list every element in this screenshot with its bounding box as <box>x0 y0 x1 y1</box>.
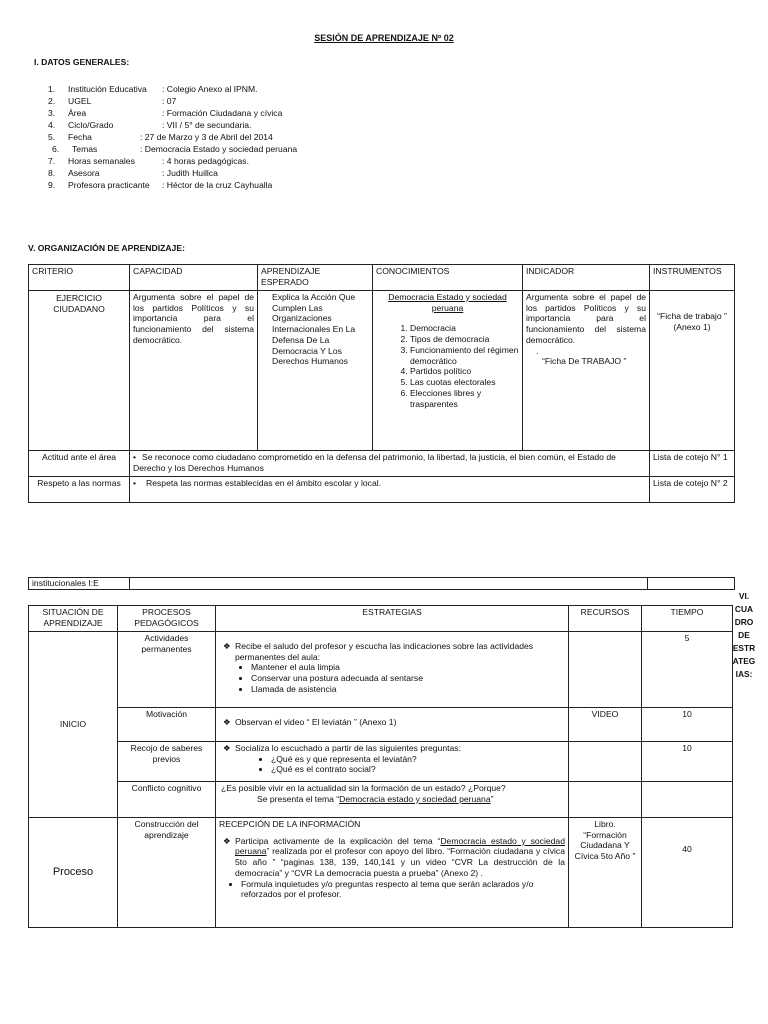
header-instrumentos: INSTRUMENTOS <box>650 265 735 291</box>
tiempo-recojo: 10 <box>642 742 733 782</box>
indicador-ficha: “Ficha De TRABAJO ” <box>542 356 627 367</box>
indicador-cell <box>523 291 650 451</box>
tiempo-empty <box>642 782 733 818</box>
section-organizacion: V. ORGANIZACIÓN DE APRENDIZAJE: <box>28 243 185 253</box>
table-row <box>29 291 735 451</box>
table-row <box>29 708 733 742</box>
item-number: 5. <box>48 132 56 142</box>
respeto-instrument: Lista de cotejo N° 2 <box>650 477 735 503</box>
diamond-bullet-icon: ❖ <box>223 835 231 846</box>
institucionales-label: institucionales I:E <box>29 578 130 590</box>
situacion-inicio: INICIO <box>29 632 118 818</box>
diamond-bullet-icon: ❖ <box>223 743 231 753</box>
construccion-list <box>219 879 565 900</box>
table-header-row <box>29 265 735 291</box>
side-text: ATEG <box>732 656 756 666</box>
side-text: IAS: <box>735 669 753 679</box>
diamond-bullet-icon: ❖ <box>223 717 231 727</box>
item-value: : 27 de Marzo y 3 de Abril del 2014 <box>140 132 273 142</box>
recepcion-heading: RECEPCIÓN DE LA INFORMACIÓN <box>219 819 361 829</box>
conocimientos-cell <box>373 291 523 451</box>
recurso-empty <box>569 742 642 782</box>
strategies-table <box>28 605 733 928</box>
item-label: Institución Educativa <box>68 84 147 94</box>
empty-cell <box>648 578 735 590</box>
header-procesos: PROCESOS PEDAGÓGICOS <box>118 606 216 632</box>
tiempo-actividades: 5 <box>642 632 733 708</box>
side-text: DE <box>738 630 750 640</box>
list-item: • ¿Qué es y que representa el leviatán? <box>271 754 565 765</box>
proceso-recojo: Recojo de saberes previos <box>118 742 216 782</box>
situacion-proceso: Proceso <box>29 818 118 928</box>
item-value: : Colegio Anexo al IPNM. <box>162 84 258 94</box>
header-capacidad: CAPACIDAD <box>130 265 258 291</box>
estrategia-text: Socializa lo escuchado a partir de las siguientes preguntas: <box>235 743 461 753</box>
conocimientos-list <box>376 323 519 409</box>
participa-text <box>235 836 565 879</box>
item-number: 9. <box>48 180 56 190</box>
actitud-text: Se reconoce como ciudadano comprometido en la defensa del patrimonio, la libertad, la justicia, el bien común, el Estado de Derecho y los Derechos Humanos <box>133 452 616 473</box>
table-header-row <box>29 606 733 632</box>
header-situacion: SITUACIÓN DE APRENDIZAJE <box>29 606 118 632</box>
estrategia-recojo <box>216 742 569 782</box>
bullet-icon: • <box>133 478 137 488</box>
list-item: 6. Elecciones libres y trasparentes <box>410 388 519 409</box>
list-item: 3. Funcionamiento del régimen democrático <box>410 345 519 366</box>
tema-suffix: ” <box>490 793 494 804</box>
actitud-text-cell <box>130 451 650 477</box>
list-item: • Conservar una postura adecuada al sentarse <box>251 673 565 684</box>
side-text: VI. <box>738 591 750 601</box>
table-row <box>29 818 733 928</box>
section-datos-generales: I. DATOS GENERALES: <box>34 57 130 67</box>
indicador-text: Argumenta sobre el papel de los partidos Políticos y su importancia para el funcionamiento del sistema democrático. <box>526 292 646 345</box>
table-row <box>29 782 733 818</box>
conocimientos-title: Democracia Estado y sociedad peruana <box>388 292 507 313</box>
header-indicador: INDICADOR <box>523 265 650 291</box>
actitud-label: Actitud ante el área <box>29 451 130 477</box>
conflicto-tema <box>219 794 565 805</box>
participa-tema: Democracia estado y sociedad peruana <box>235 835 565 857</box>
estrategia-text: Recibe el saludo del profesor y escucha las indicaciones sobre las actividades permanentes del aula: <box>235 641 534 662</box>
proceso-actividades: Actividades permanentes <box>118 632 216 708</box>
cuadro-estrategias-label <box>732 590 756 681</box>
item-number: 2. <box>48 96 56 106</box>
estrategia-line <box>219 633 565 662</box>
estrategia-text: Observan el video “ El leviatán ” (Anexo 1) <box>235 717 397 727</box>
participa-prefix: Participa activamente de la explicación del tema “ <box>235 835 441 846</box>
item-label: UGEL <box>68 96 92 106</box>
diamond-bullet-icon: ❖ <box>223 641 231 651</box>
header-conocimientos: CONOCIMIENTOS <box>373 265 523 291</box>
header-recursos: RECURSOS <box>569 606 642 632</box>
general-data-list <box>0 84 768 194</box>
recurso-construccion: Libro. “Formación Ciudadana Y Cívica 5to Año ” <box>569 818 642 928</box>
item-number: 6. <box>52 144 60 154</box>
page-title: SESIÓN DE APRENDIZAJE Nº 02 <box>314 33 454 43</box>
header-criterio: CRITERIO <box>29 265 130 291</box>
list-item: 5. Las cuotas electorales <box>410 377 519 388</box>
institucionales-table <box>28 577 735 590</box>
table-row <box>29 578 735 590</box>
item-number: 3. <box>48 108 56 118</box>
item-label: Horas semanales <box>68 156 135 166</box>
item-number: 7. <box>48 156 56 166</box>
tema-prefix: Se presenta el tema “ <box>257 793 340 804</box>
item-number: 1. <box>48 84 56 94</box>
instrumentos-cell: “Ficha de trabajo ” (Anexo 1) <box>650 291 735 451</box>
estrategia-line <box>219 743 565 754</box>
estrategia-motivacion <box>216 708 569 742</box>
item-label: Temas <box>72 144 98 154</box>
estrategia-actividades <box>216 632 569 708</box>
list-item: • Llamada de asistencia <box>251 684 565 695</box>
organization-table <box>28 264 735 503</box>
table-row <box>29 451 735 477</box>
item-label: Área <box>68 108 87 118</box>
estrategia-line <box>219 709 565 728</box>
list-item: 2. Tipos de democracia <box>410 334 519 345</box>
empty-cell <box>130 578 648 590</box>
item-label: Ciclo/Grado <box>68 120 114 130</box>
list-item: • Formula inquietudes y/o preguntas respecto al tema que serán aclarados y/o reforzados por el profesor. <box>241 879 565 900</box>
item-value: : Héctor de la cruz Cayhualla <box>162 180 273 190</box>
item-value: : Democracia Estado y sociedad peruana <box>140 144 298 154</box>
item-label: Profesora practicante <box>68 180 150 190</box>
recurso-empty <box>569 632 642 708</box>
item-label: Asesora <box>68 168 100 178</box>
table-row <box>29 632 733 708</box>
proceso-conflicto: Conflicto cognitivo <box>118 782 216 818</box>
item-value: : VII / 5° de secundaria. <box>162 120 252 130</box>
criterio-cell: EJERCICIO CIUDADANO <box>29 291 130 451</box>
tema-title: Democracia estado y sociedad peruana <box>339 793 491 804</box>
conflicto-question: ¿Es posible vivir en la actualidad sin la formación de un estado? ¿Porque? <box>221 783 506 793</box>
proceso-motivacion: Motivación <box>118 708 216 742</box>
respeto-label: Respeto a las normas <box>29 477 130 503</box>
recurso-motivacion: VIDEO <box>569 708 642 742</box>
item-value: : 4 horas pedagógicas. <box>162 156 249 166</box>
header-tiempo: TIEMPO <box>642 606 733 632</box>
table-row <box>29 742 733 782</box>
item-number: 4. <box>48 120 56 130</box>
recojo-list <box>219 754 565 775</box>
list-item: 4. Partidos político <box>410 366 519 377</box>
list-item: 1. Democracia <box>410 323 519 334</box>
proceso-construccion: Construcción del aprendizaje <box>118 818 216 928</box>
participa-rest: ” realizada por el profesor con apoyo del libro. “Formación ciudadana y cívica 5to año ” “paginas 138, 139, 140,141 y un video “CVR La destrucción de la democracia” y “CVR La democracia puesta a prueba” (Anexo 2) . <box>235 846 565 878</box>
estrategia-construccion <box>216 818 569 928</box>
recurso-empty <box>569 782 642 818</box>
aprendizaje-cell: Explica la Acción Que Cumplen Las Organizaciones Internacionales En La Defensa De La Democracia Y Los Derechos Humanos <box>258 291 373 451</box>
side-text: ESTR <box>732 643 756 653</box>
estrategia-line <box>219 830 565 879</box>
tiempo-motivacion: 10 <box>642 708 733 742</box>
tiempo-construccion: 40 <box>642 818 733 928</box>
side-text: CUA <box>734 604 754 614</box>
item-value: : Formación Ciudadana y cívica <box>162 108 283 118</box>
item-number: 8. <box>48 168 56 178</box>
indicador-dot: . <box>536 345 539 356</box>
item-value: : Judith Huillca <box>162 168 218 178</box>
actividades-list <box>219 662 565 694</box>
bullet-icon: • <box>133 452 137 462</box>
respeto-text-cell <box>130 477 650 503</box>
actitud-instrument: Lista de cotejo N° 1 <box>650 451 735 477</box>
list-item: • ¿Qué es el contrato social? <box>271 764 565 775</box>
item-label: Fecha <box>68 132 92 142</box>
respeto-text: Respeta las normas establecidas en el ámbito escolar y local. <box>146 478 382 488</box>
header-aprendizaje: APRENDIZAJE ESPERADO <box>258 265 373 291</box>
estrategia-conflicto <box>216 782 569 818</box>
item-value: : 07 <box>162 96 177 106</box>
capacidad-cell: Argumenta sobre el papel de los partidos Políticos y su importancia para el funcionamiento del sistema democrático. <box>130 291 258 451</box>
table-row <box>29 477 735 503</box>
header-estrategias: ESTRATEGIAS <box>216 606 569 632</box>
side-text: DRO <box>734 617 754 627</box>
list-item: • Mantener el aula limpia <box>251 662 565 673</box>
